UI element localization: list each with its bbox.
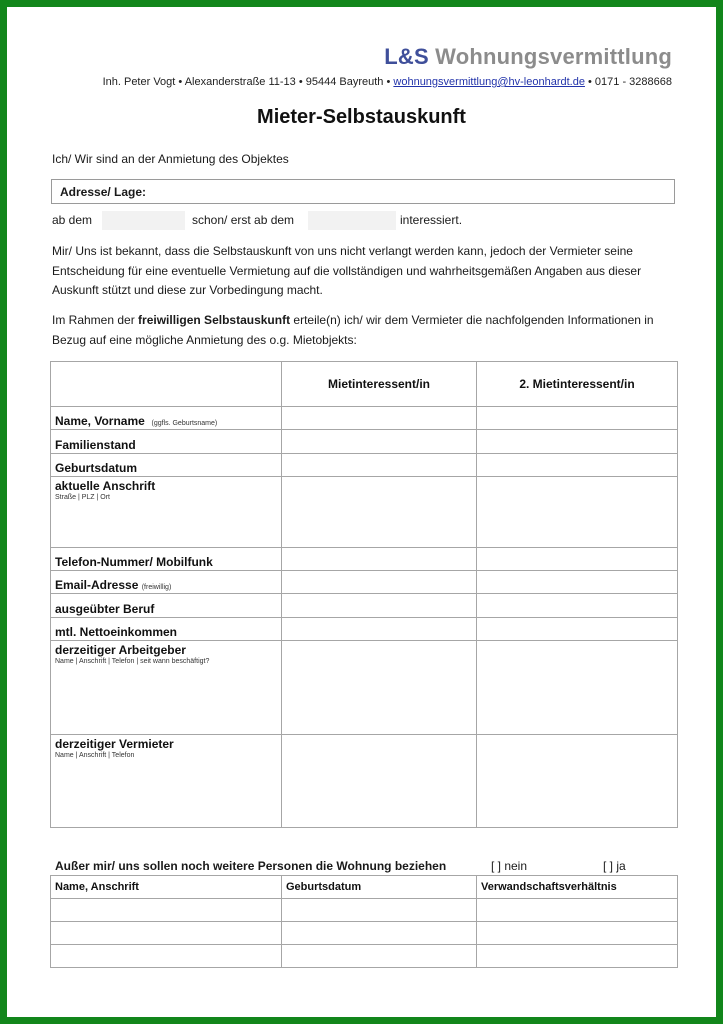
input-name-2[interactable]	[477, 407, 678, 430]
applicant-table	[50, 361, 678, 828]
col-relationship: Verwandschaftsverhältnis	[477, 876, 678, 899]
input-birth-2[interactable]	[477, 454, 678, 477]
table-row	[51, 454, 678, 477]
input-employer-1[interactable]	[282, 641, 477, 735]
row-label-employer: derzeitiger Arbeitgeber Name | Anschrift | Telefon | seit wann beschäftigt?	[51, 641, 282, 735]
row-label-birth: Geburtsdatum	[51, 454, 282, 477]
voluntary-paragraph: Im Rahmen der freiwilligen Selbstauskunft erteile(n) ich/ wir dem Vermieter die nachfolgenden Informationen in Bezug auf eine mögliche Anmietung des o.g. Mietobjekts:	[52, 313, 654, 347]
input-job-2[interactable]	[477, 594, 678, 618]
input-phone-2[interactable]	[477, 548, 678, 571]
input-income-2[interactable]	[477, 618, 678, 641]
input-landlord-2[interactable]	[477, 735, 678, 828]
persons-table	[50, 875, 678, 968]
col-name-address: Name, Anschrift	[51, 876, 282, 899]
additional-persons-question: Außer mir/ uns sollen noch weitere Personen die Wohnung beziehen [ ] nein [ ] ja	[55, 859, 626, 873]
table-row	[51, 618, 678, 641]
disclaimer-paragraph: Mir/ Uns ist bekannt, dass die Selbstauskunft von uns nicht verlangt werden kann, jedoch der Vermieter seine Entscheidung für eine eventuelle Vermietung auf die vollständigen und wahrheitsgemäßen Angaben aus dieser Auskunft stützt und diese zur Vorbedingung macht.	[52, 244, 642, 297]
table-row	[51, 899, 678, 922]
brand-name: Wohnungsvermittlung	[435, 44, 672, 69]
input-email-1[interactable]	[282, 571, 477, 594]
table-row	[51, 641, 678, 735]
table-row	[51, 594, 678, 618]
persons-table-header	[51, 876, 678, 899]
input-email-2[interactable]	[477, 571, 678, 594]
address-label: Adresse/ Lage:	[60, 185, 147, 199]
checkbox-no[interactable]: [ ] nein	[491, 859, 528, 873]
alt-date-field[interactable]	[308, 211, 396, 230]
input-phone-1[interactable]	[282, 548, 477, 571]
input-landlord-1[interactable]	[282, 735, 477, 828]
contact-line: Inh. Peter Vogt • Alexanderstraße 11-13 • 95444 Bayreuth • wohnungsvermittlung@hv-leonhardt.de • 0171 - 3288668	[102, 76, 672, 88]
start-date-field[interactable]	[102, 211, 185, 230]
table-row	[51, 945, 678, 968]
table-row	[51, 477, 678, 548]
col-applicant-1: Mietinteressent/in	[282, 362, 477, 407]
row-label-job: ausgeübter Beruf	[51, 594, 282, 618]
row-label-email: Email-Adresse (freiwillig)	[51, 571, 282, 594]
input-family-2[interactable]	[477, 430, 678, 454]
row-label-address: aktuelle Anschrift Straße | PLZ | Ort	[51, 477, 282, 548]
page-title: Mieter-Selbstauskunft	[257, 106, 466, 128]
input-family-1[interactable]	[282, 430, 477, 454]
applicant-table-header	[51, 362, 678, 407]
row-label-family: Familienstand	[51, 430, 282, 454]
date-line: ab dem schon/ erst ab dem interessiert.	[52, 213, 677, 233]
table-row	[51, 571, 678, 594]
table-row	[51, 430, 678, 454]
input-address-1[interactable]	[282, 477, 477, 548]
table-row	[51, 548, 678, 571]
table-row	[51, 735, 678, 828]
row-label-income: mtl. Nettoeinkommen	[51, 618, 282, 641]
row-label-phone: Telefon-Nummer/ Mobilfunk	[51, 548, 282, 571]
email-link[interactable]: wohnungsvermittlung@hv-leonhardt.de	[393, 76, 585, 88]
input-employer-2[interactable]	[477, 641, 678, 735]
input-job-1[interactable]	[282, 594, 477, 618]
row-label-landlord: derzeitiger Vermieter Name | Anschrift | Telefon	[51, 735, 282, 828]
address-field[interactable]	[51, 179, 675, 204]
col-birthdate: Geburtsdatum	[282, 876, 477, 899]
input-address-2[interactable]	[477, 477, 678, 548]
input-income-1[interactable]	[282, 618, 477, 641]
table-row	[51, 922, 678, 945]
input-birth-1[interactable]	[282, 454, 477, 477]
brand-logo: L&S Wohnungsvermittlung	[384, 44, 672, 69]
col-applicant-2: 2. Mietinteressent/in	[477, 362, 678, 407]
input-name-1[interactable]	[282, 407, 477, 430]
table-row	[51, 407, 678, 430]
intro-text: Ich/ Wir sind an der Anmietung des Objektes	[52, 152, 289, 166]
row-label-name: Name, Vorname (ggfls. Geburtsname)	[51, 407, 282, 430]
checkbox-yes[interactable]: [ ] ja	[603, 859, 626, 873]
